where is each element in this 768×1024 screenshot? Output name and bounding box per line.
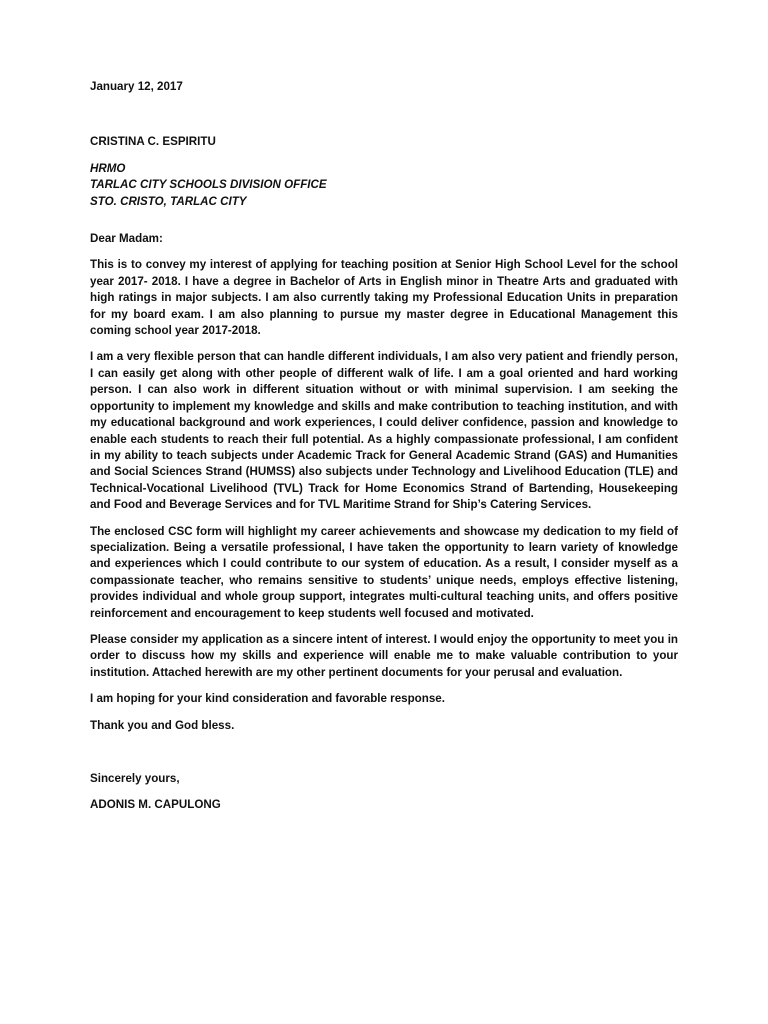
recipient-name: CRISTINA C. ESPIRITU: [90, 135, 216, 149]
recipient-address: STO. CRISTO, TARLAC CITY: [90, 194, 247, 208]
cover-letter: [90, 79, 678, 814]
recipient-position: HRMO: [90, 161, 126, 175]
recipient-address-block: [90, 161, 678, 210]
letter-date: January 12, 2017: [90, 80, 183, 93]
thanks-line: Thank you and God bless.: [90, 718, 235, 732]
signatory-name: ADONIS M. CAPULONG: [90, 798, 221, 812]
recipient-office: TARLAC CITY SCHOOLS DIVISION OFFICE: [90, 178, 327, 192]
body-paragraph-3: The enclosed CSC form will highlight my career achievements and showcase my dedication to my field of specialization. Being a versatile professional, I have taken the opportunity to learn variety of knowledge and experiences which I could contribute to our system of education. As a result, I consider myself as a compassionate teacher, who remains sensitive to students’ unique needs, employs effective listening, provides individual and whole group support, integrates multi-cultural teaching units, and offers positive reinforcement and encouragement to keep students well focused and motivated.: [90, 524, 678, 620]
salutation: Dear Madam:: [90, 232, 163, 246]
closing: Sincerely yours,: [90, 772, 180, 785]
hoping-line: I am hoping for your kind consideration and favorable response.: [90, 692, 445, 706]
body-paragraph-2: I am a very flexible person that can handle different individuals, I am also very patient and friendly person, I can easily get along with other people of different walk of life. I am a goal oriented and hard working person. I can also work in different situation without or with minimal supervision. I am seeking the opportunity to implement my knowledge and skills and make contribution to teaching institution, and with my educational background and work experiences, I could deliver confidence, passion and knowledge to enable each students to reach their full potential. As a highly compassionate professional, I am confident in my ability to teach subjects under Academic Track for General Academic Strand (GAS) and Humanities and Social Sciences Strand (HUMSS) also subjects under Technology and Livelihood Education (TLE) and Technical-Vocational Livelihood (TVL) Track for Home Economics Strand of Bartending, Housekeeping and Food and Beverage Services and for TVL Maritime Strand for Ship’s Catering Services.: [90, 350, 678, 512]
body-paragraph-1: This is to convey my interest of applying for teaching position at Senior High School Level for the school year 2017- 2018. I have a degree in Bachelor of Arts in English minor in Theatre Arts and graduated with high ratings in major subjects. I am also currently taking my Professional Education Units in preparation for my board exam. I am also planning to pursue my master degree in Educational Management this coming school year 2017-2018.: [90, 258, 678, 338]
body-paragraph-4: Please consider my application as a sincere intent of interest. I would enjoy the opportunity to meet you in order to discuss how my skills and experience will enable me to make valuable contribution to your institution. Attached herewith are my other pertinent documents for your perusal and evaluation.: [90, 632, 678, 679]
